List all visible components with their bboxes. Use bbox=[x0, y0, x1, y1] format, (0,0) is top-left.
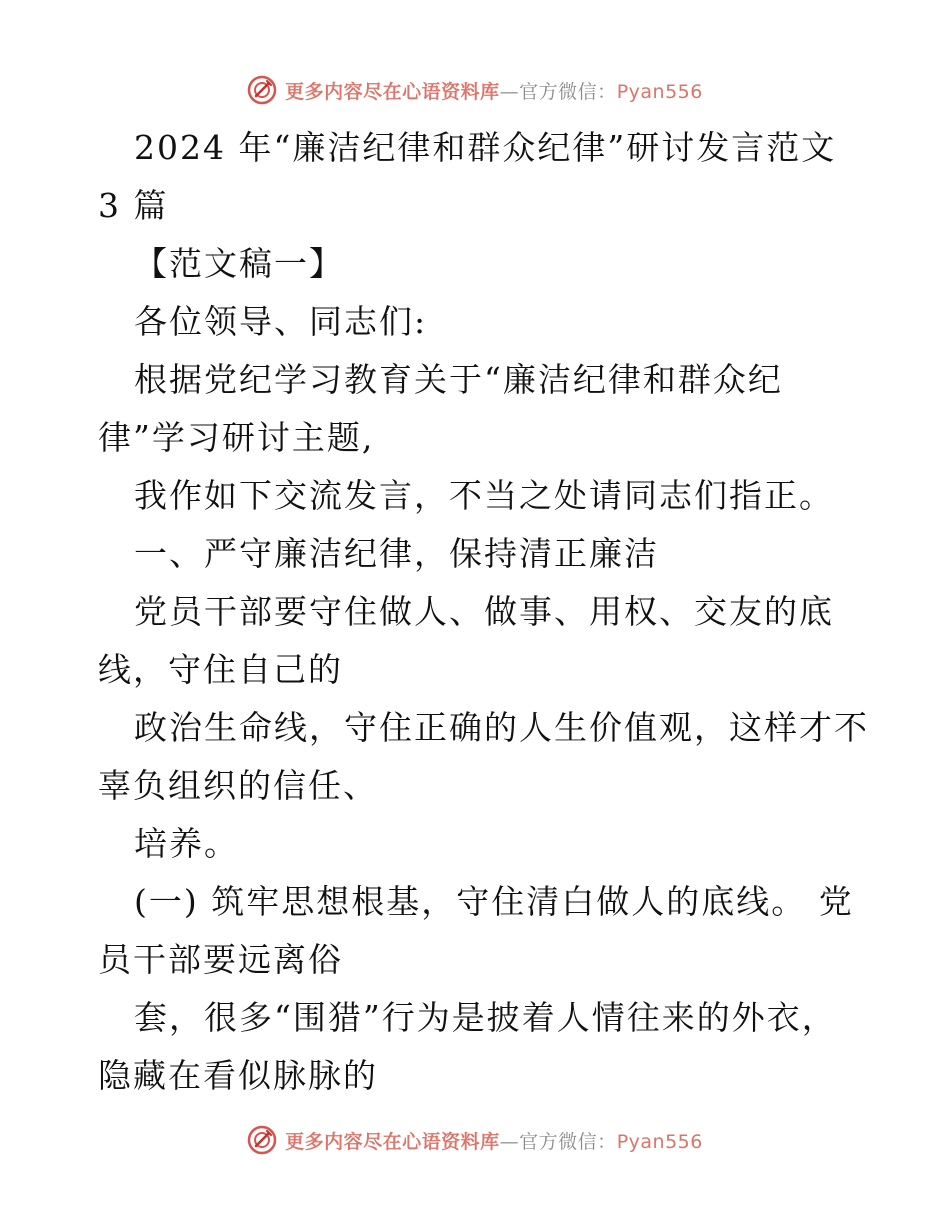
watermark-dash: — bbox=[499, 80, 520, 103]
paragraph-line: 员干部要远离俗 bbox=[98, 940, 343, 979]
paragraph-line: 隐藏在看似脉脉的 bbox=[98, 1056, 378, 1095]
paragraph-line: 套，很多“围猎”行为是披着人情往来的外衣， bbox=[134, 998, 837, 1037]
watermark-red-text: 更多内容尽在心语资料库 bbox=[285, 1130, 500, 1153]
watermark-logo-icon bbox=[247, 75, 277, 105]
subsection-heading: 一、严守廉洁纪律，保持清正廉洁 bbox=[134, 534, 659, 573]
watermark-red-text: 更多内容尽在心语资料库 bbox=[285, 80, 500, 103]
paragraph-line: 我作如下交流发言，不当之处请同志们指正。 bbox=[134, 476, 834, 515]
watermark-gray-text: 官方微信： bbox=[519, 1130, 617, 1153]
paragraph-line: 律”学习研讨主题, bbox=[98, 418, 375, 457]
watermark-id-text: Pyan556 bbox=[616, 80, 703, 103]
watermark-id-text: Pyan556 bbox=[616, 1130, 703, 1153]
document-title-line-2: 3 篇 bbox=[98, 186, 169, 225]
footer-watermark bbox=[0, 1120, 950, 1160]
paragraph-line: 政治生命线，守住正确的人生价值观，这样才不 bbox=[134, 708, 869, 747]
paragraph-line: 党员干部要守住做人、做事、用权、交友的底 bbox=[134, 592, 834, 631]
paragraph-line: 培养。 bbox=[134, 824, 239, 863]
watermark-gray-text: 官方微信： bbox=[519, 80, 617, 103]
paragraph-line: 根据党纪学习教育关于“廉洁纪律和群众纪 bbox=[134, 360, 783, 399]
paragraph-line: 辜负组织的信任、 bbox=[98, 766, 378, 805]
section-heading: 【范文稿一】 bbox=[134, 244, 344, 283]
header-watermark bbox=[0, 70, 950, 110]
paragraph-line: (一) 筑牢思想根基，守住清白做人的底线。 党 bbox=[134, 882, 854, 921]
salutation: 各位领导、同志们: bbox=[134, 302, 428, 341]
document-title-line-1: 2024 年“廉洁纪律和群众纪律”研讨发言范文 bbox=[134, 128, 837, 167]
paragraph-line: 线，守住自己的 bbox=[98, 650, 343, 689]
watermark-dash: — bbox=[499, 1130, 520, 1153]
watermark-logo-icon bbox=[247, 1125, 277, 1155]
